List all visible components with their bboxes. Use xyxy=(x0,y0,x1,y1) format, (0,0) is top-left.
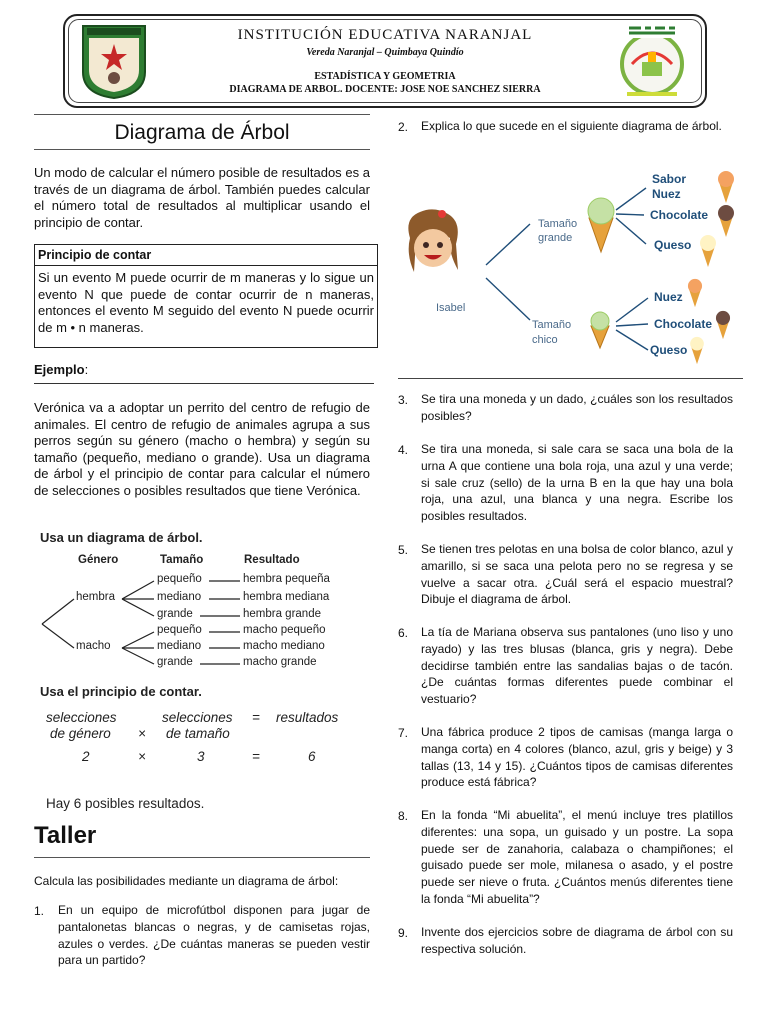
taller-instruction: Calcula las posibilidades mediante un diagrama de árbol: xyxy=(34,874,339,888)
large-cone-icon xyxy=(584,196,618,254)
cone-queso-icon xyxy=(698,234,718,268)
equals-sign-1: = xyxy=(252,710,260,725)
node-hembra-pequeno: pequeño xyxy=(157,573,202,585)
result-macho-pequeno: macho pequeño xyxy=(243,624,326,636)
tree-diagram-lines xyxy=(34,524,374,684)
institution-location: Vereda Naranjal – Quimbaya Quindío xyxy=(306,47,464,58)
q1-number: 1. xyxy=(34,904,45,918)
small-size-label-2: chico xyxy=(532,334,558,346)
q3-text: Se tira una moneda y un dado, ¿cuáles son los resultados posibles? xyxy=(421,392,733,423)
label-selecciones-tamano-2: de tamaño xyxy=(166,726,230,741)
conclusion-text: Hay 6 posibles resultados. xyxy=(46,796,205,811)
flavor-top-queso: Queso xyxy=(654,238,692,252)
topic-teacher-line: DIAGRAMA DE ARBOL. DOCENTE: JOSE NOE SANCHEZ SIERRA xyxy=(229,84,541,95)
times-sign-1: × xyxy=(138,726,146,741)
document-header xyxy=(63,14,707,108)
q9-number: 9. xyxy=(398,926,409,940)
q8-number: 8. xyxy=(398,809,409,823)
q4-number: 4. xyxy=(398,443,409,457)
person-label: Isabel xyxy=(436,302,466,314)
node-macho-mediano: mediano xyxy=(157,640,202,652)
flavor-top-nuez: Nuez xyxy=(652,187,681,201)
q8-text: En la fonda “Mi abuelita”, el menú incluye tres platillos diferentes: una sopa, un guisado y un postre. La sopa puede ser de zanahoria, calabaza o champiñones; el guisado puede ser mole, milanesa o asado, y el postre puede ser nieve o fruta. ¿Cuántos menús diferentes tiene la fonda “Mi abuelita”? xyxy=(421,808,733,906)
small-size-label-1: Tamaño xyxy=(532,319,572,331)
institution-name: INSTITUCIÓN EDUCATIVA NARANJAL xyxy=(237,27,533,43)
q5-text: Se tienen tres pelotas en una bolsa de color blanco, azul y amarillo, si se saca una pelota pero no se regresa y se vuelve a sacar otra. ¿Cuál será el espacio muestral? Dibuje el diagrama de árbol. xyxy=(421,542,733,607)
result-macho-grande: macho grande xyxy=(243,656,317,668)
label-resultados: resultados xyxy=(276,710,339,725)
cone-nuez-small-icon xyxy=(686,278,704,308)
label-selecciones-tamano-1: selecciones xyxy=(162,710,233,725)
big-size-label-2: grande xyxy=(538,232,573,244)
times-sign-2: × xyxy=(138,749,146,764)
column-genero: Género xyxy=(78,554,119,566)
q5-number: 5. xyxy=(398,543,409,557)
example-figure xyxy=(34,524,374,820)
big-size-label-1: Tamaño xyxy=(538,218,578,230)
node-hembra-grande: grande xyxy=(157,608,193,620)
q1-text: En un equipo de microfútbol disponen para jugar de pantalonetas blancas o negras, y de camisetas rojas, azules o verdes. ¿De cuántas maneras se pueden vestir para un partido? xyxy=(58,903,370,968)
figure-heading-tree: Usa un diagrama de árbol. xyxy=(40,530,203,545)
q2-text: Explica lo que sucede en el siguiente diagrama de árbol. xyxy=(421,119,722,133)
cone-queso-small-icon xyxy=(688,336,706,365)
diagram-separator xyxy=(398,378,743,379)
node-macho: macho xyxy=(76,640,111,652)
icecream-tree-diagram xyxy=(398,160,743,365)
q4-text: Se tira una moneda, si sale cara se saca una bola de la urna A que contiene una bola roja, una azul y una verde; si sale cruz (sello) de la urna B en la que hay una bola roja, una azul, una blanca y una negra. Escribe los posibles resultados. xyxy=(421,442,733,524)
node-macho-pequeno: pequeño xyxy=(157,624,202,636)
principle-title: Principio de contar xyxy=(35,245,377,266)
result-hembra-grande: hembra grande xyxy=(243,608,321,620)
label-selecciones-genero-1: selecciones xyxy=(46,710,117,725)
value-result: 6 xyxy=(308,749,316,764)
cone-chocolate-small-icon xyxy=(714,310,732,340)
flavor-bottom-chocolate: Chocolate xyxy=(654,317,713,331)
flavor-bottom-queso: Queso xyxy=(650,343,688,357)
flavor-sabor-label: Sabor xyxy=(652,172,687,186)
cone-nuez-icon xyxy=(716,170,736,204)
q9-text: Invente dos ejercicios sobre de diagrama de árbol con su respectiva solución. xyxy=(421,925,733,956)
subject-line: ESTADÍSTICA Y GEOMETRIA xyxy=(314,71,456,82)
node-hembra: hembra xyxy=(76,591,115,603)
example-paragraph: Verónica va a adoptar un perrito del centro de refugio de animales. El centro de refugio de animales agrupa a sus perros según su género (macho o hembra) y según su tamaño (pequeño, mediano o grande). Usa un diagrama de árbol y el principio de contar para calcular el número de selecciones o posibles resultados que tiene Verónica. xyxy=(34,400,370,498)
column-tamano: Tamaño xyxy=(160,554,204,566)
example-colon: : xyxy=(84,362,89,377)
taller-title: Taller xyxy=(34,822,370,858)
equals-sign-2: = xyxy=(252,749,260,764)
flavor-top-chocolate: Chocolate xyxy=(650,208,709,222)
principle-box xyxy=(34,244,378,348)
result-hembra-pequena: hembra pequeña xyxy=(243,573,330,585)
example-heading xyxy=(34,362,374,384)
example-label: Ejemplo xyxy=(34,362,85,377)
column-resultado: Resultado xyxy=(244,554,300,566)
value-tamano: 3 xyxy=(197,749,205,764)
q6-text: La tía de Mariana observa sus pantalones (uno liso y uno rayado) y las tres blusas (blanca, gris y negra). Debe decidirse también entre las sandalias bajas o de tacón. ¿De cuántas formas diferentes puede combinar el vestuario? xyxy=(421,625,733,707)
q6-number: 6. xyxy=(398,626,409,640)
node-macho-grande: grande xyxy=(157,656,193,668)
q3-number: 3. xyxy=(398,393,409,407)
intro-paragraph: Un modo de calcular el número posible de resultados es a través de un diagrama de árbol. También puedes calcular el número total de resultados al multiplicar usando el principio de contar. xyxy=(34,165,370,230)
figure-heading-principle: Usa el principio de contar. xyxy=(40,684,202,699)
flavor-bottom-nuez: Nuez xyxy=(654,290,683,304)
page-title: Diagrama de Árbol xyxy=(34,114,370,150)
node-hembra-mediano: mediano xyxy=(157,591,202,603)
q2-number: 2. xyxy=(398,120,409,134)
result-macho-mediano: macho mediano xyxy=(243,640,325,652)
girl-illustration xyxy=(404,208,462,288)
label-selecciones-genero-2: de género xyxy=(50,726,111,741)
q7-number: 7. xyxy=(398,726,409,740)
principle-text: Si un evento M puede ocurrir de m maneras y lo sigue un evento N que puede de contar ocurrir de n maneras, entonces el evento M seguido del evento N puede ocurrir de m • n maneras. xyxy=(38,270,374,335)
cien-logo xyxy=(615,22,689,102)
small-cone-icon xyxy=(587,310,613,350)
value-genero: 2 xyxy=(82,749,90,764)
cone-chocolate-icon xyxy=(716,204,736,238)
result-hembra-mediana: hembra mediana xyxy=(243,591,330,603)
q7-text: Una fábrica produce 2 tipos de camisas (manga larga o manga corta) en 4 colores (blanco, azul, gris y beige) y 3 tallas (13, 14 y 15). ¿Cuántos tipos de camisas diferentes produce está fábrica? xyxy=(421,725,733,790)
